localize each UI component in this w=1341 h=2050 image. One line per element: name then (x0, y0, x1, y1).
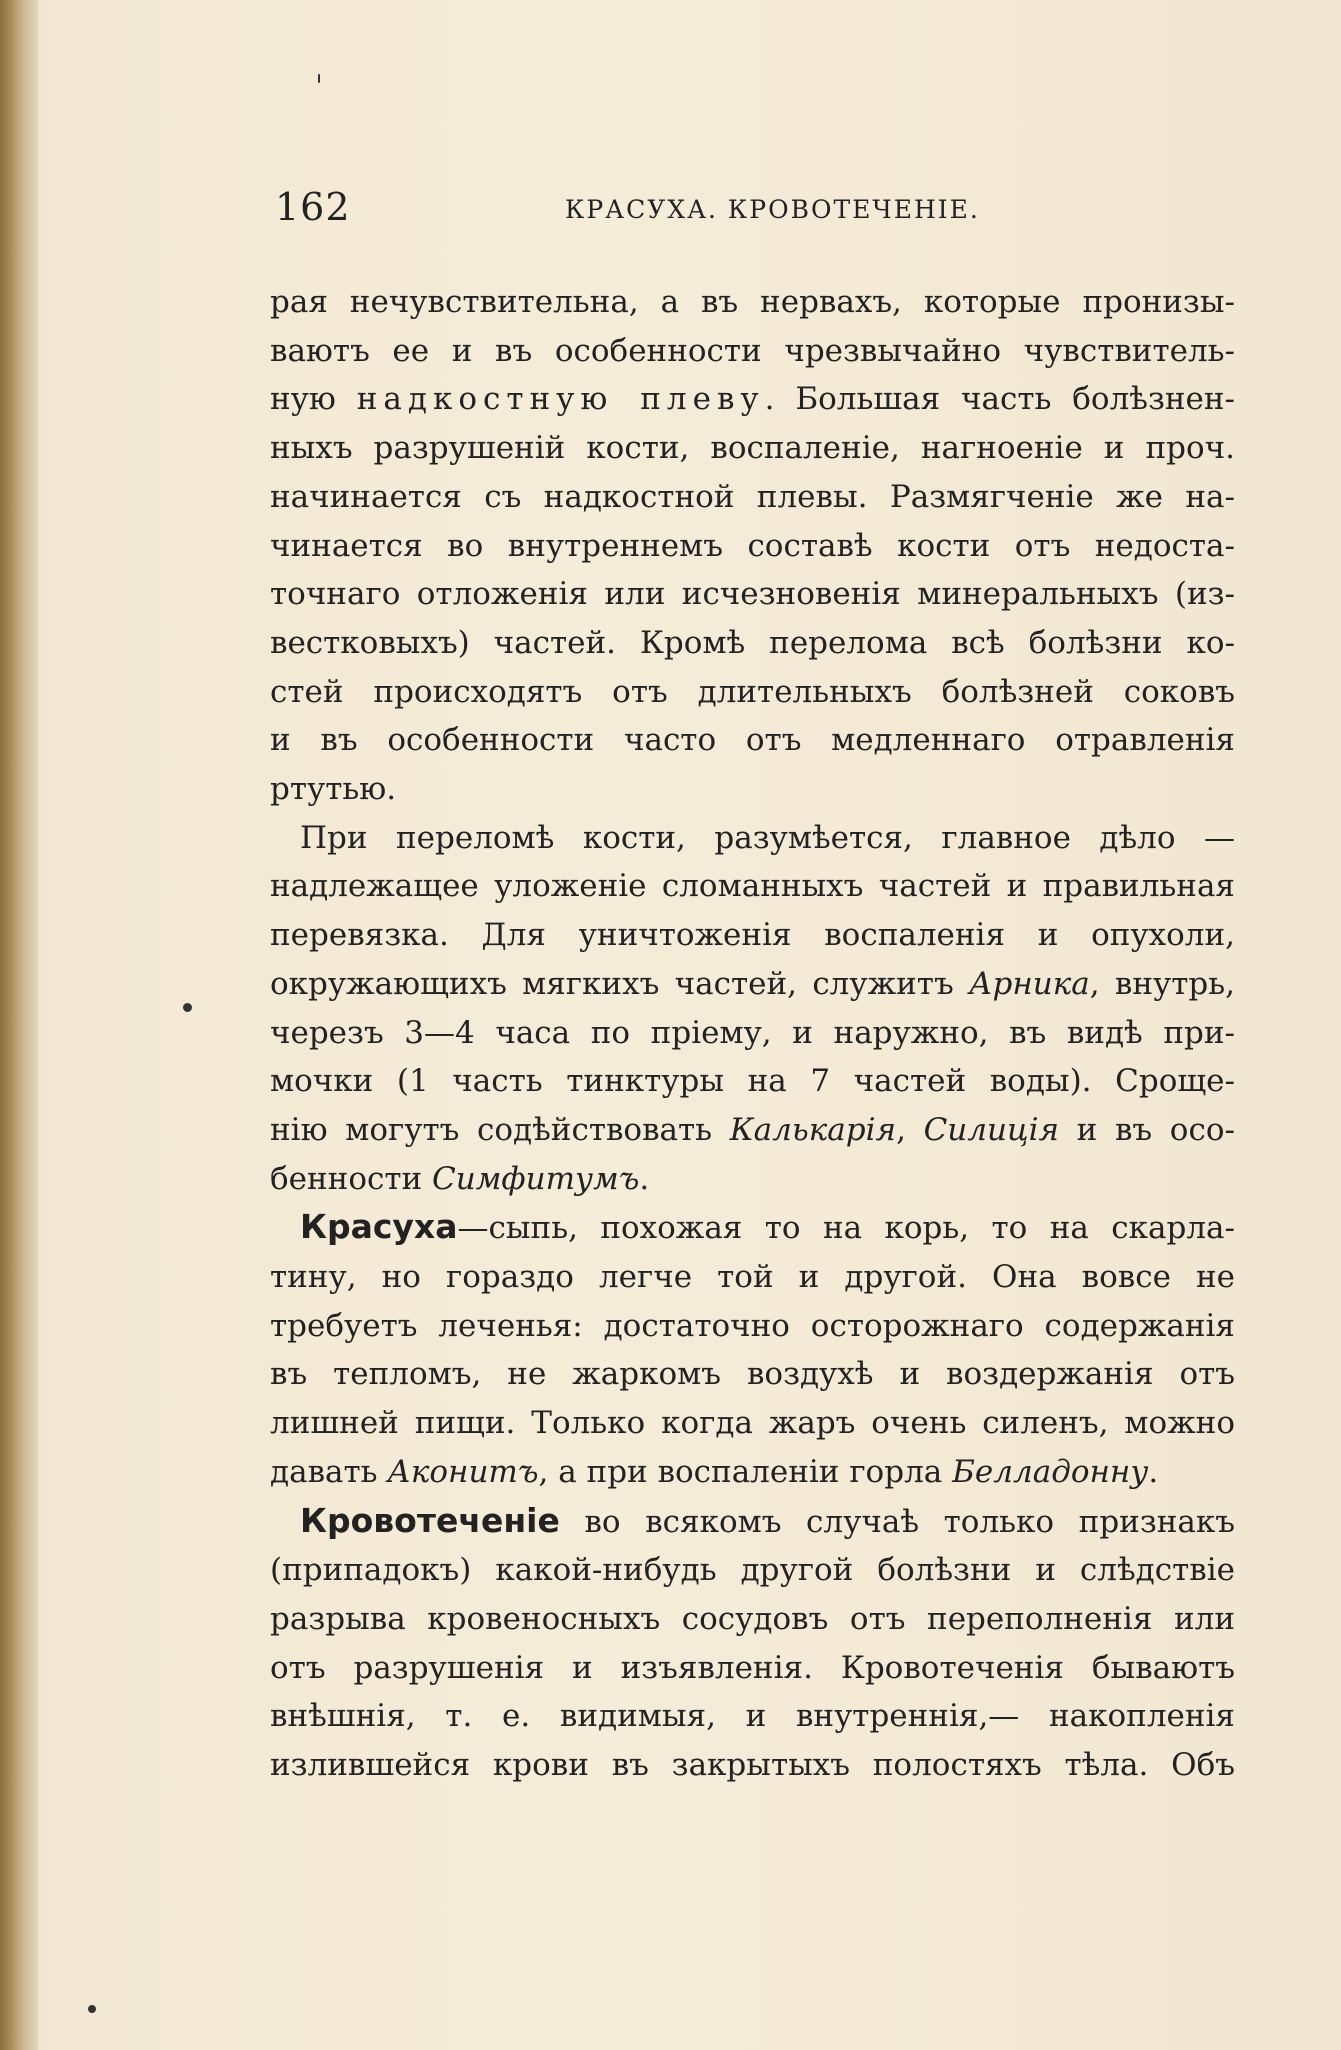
text-run: , а при воспаленіи горла (538, 1453, 953, 1490)
page-number: 162 (275, 185, 351, 229)
text-line: лишней пищи. Только когда жаръ очень силенъ, можно (270, 1405, 1235, 1442)
text-line: рая нечувствительна, а въ нервахъ, которые пронизы- (270, 284, 1235, 320)
text-run: , внутрь, (1089, 965, 1235, 1002)
text-run: нію могутъ содѣйствовать (270, 1111, 730, 1148)
text-line: черезъ 3—4 часа по пріему, и наружно, въ видѣ при- (270, 1014, 1235, 1051)
text-line: стей происходятъ отъ длительныхъ болѣзней соковъ (270, 673, 1235, 710)
remedy-name: Белладонну (952, 1453, 1149, 1490)
remedy-name: Симфитумъ (432, 1160, 640, 1197)
entry-heading: Красуха (300, 1207, 458, 1247)
remedy-name: Арника (969, 965, 1090, 1002)
text-run: , (896, 1111, 924, 1148)
spaced-term: надкостную плеву (356, 381, 765, 418)
text-line: При переломѣ кости, разумѣется, главное дѣло — (300, 819, 1235, 856)
page-header (275, 185, 1235, 235)
remedy-name: Силиція (923, 1111, 1060, 1148)
text-line: ртутью. (270, 771, 397, 808)
text-run: давать (270, 1453, 388, 1490)
text-line (270, 960, 1235, 1009)
text-line: тину, но гораздо легче той и другой. Она вовсе не (270, 1259, 1235, 1296)
text-line: внѣшнія, т. е. видимыя, и внутреннія,— накопленія (270, 1698, 1235, 1735)
entry-heading: Кровотеченіе (300, 1500, 560, 1540)
text-line: ваютъ ее и въ особенности чрезвычайно чувствитель- (270, 332, 1235, 369)
text-line: требуетъ леченья: достаточно осторожнаго содержанія (270, 1307, 1235, 1344)
text-line: отъ разрушенія и изъявленія. Кровотеченія бываютъ (270, 1649, 1235, 1686)
text-line (270, 1203, 1235, 1253)
body-text (270, 278, 1235, 1790)
paper-speck (88, 2005, 96, 2013)
text-line: точнаго отложенія или исчезновенія минеральныхъ (из- (270, 576, 1235, 613)
text-run: бенности (270, 1160, 433, 1197)
text-run: —сыпь, похожая то на корь, то на скарла- (457, 1210, 1235, 1247)
text-run: . Большая часть болѣзнен- (764, 381, 1236, 418)
remedy-name: Аконитъ (387, 1453, 539, 1490)
book-spine-shadow (0, 0, 38, 2050)
text-line: чинается во внутреннемъ составѣ кости отъ недоста- (270, 527, 1235, 564)
text-line: и въ особенности часто отъ медленнаго отравленія (270, 722, 1235, 759)
remedy-name: Калькарія (729, 1111, 897, 1148)
text-line (270, 1497, 1235, 1547)
text-line: (припадокъ) какой-нибудь другой болѣзни и слѣдствіе (270, 1552, 1235, 1589)
text-run: ную (270, 381, 357, 418)
text-line: начинается съ надкостной плевы. Размягченіе же на- (270, 478, 1235, 515)
text-line (270, 1448, 1235, 1497)
text-run: . (639, 1160, 650, 1197)
text-line: излившейся крови въ закрытыхъ полостяхъ тѣла. Объ (270, 1747, 1235, 1784)
text-line: въ тепломъ, не жаркомъ воздухѣ и воздержанія отъ (270, 1356, 1235, 1393)
text-run: и въ осо- (1059, 1111, 1235, 1148)
text-line (270, 1155, 1235, 1204)
text-line: мочки (1 часть тинктуры на 7 частей воды). Сроще- (270, 1063, 1235, 1100)
text-line: вестковыхъ) частей. Кромѣ перелома всѣ болѣзни ко- (270, 624, 1235, 661)
paper-speck (318, 74, 320, 83)
text-line: разрыва кровеносныхъ сосудовъ отъ переполненія или (270, 1600, 1235, 1637)
text-line: надлежащее уложеніе сломанныхъ частей и правильная (270, 868, 1235, 905)
text-line (270, 1106, 1235, 1155)
text-run: окружающихъ мягкихъ частей, служитъ (270, 965, 970, 1002)
text-line: ныхъ разрушеній кости, воспаленіе, нагноеніе и проч. (270, 430, 1235, 467)
running-head: КРАСУХА. КРОВОТЕЧЕНІЕ. (565, 195, 980, 224)
paper-speck (183, 1003, 192, 1012)
text-run: во всякомъ случаѣ только признакъ (559, 1503, 1235, 1540)
text-run: . (1148, 1453, 1159, 1490)
text-line (270, 375, 1235, 424)
text-line: перевязка. Для уничтоженія воспаленія и опухоли, (270, 917, 1235, 954)
